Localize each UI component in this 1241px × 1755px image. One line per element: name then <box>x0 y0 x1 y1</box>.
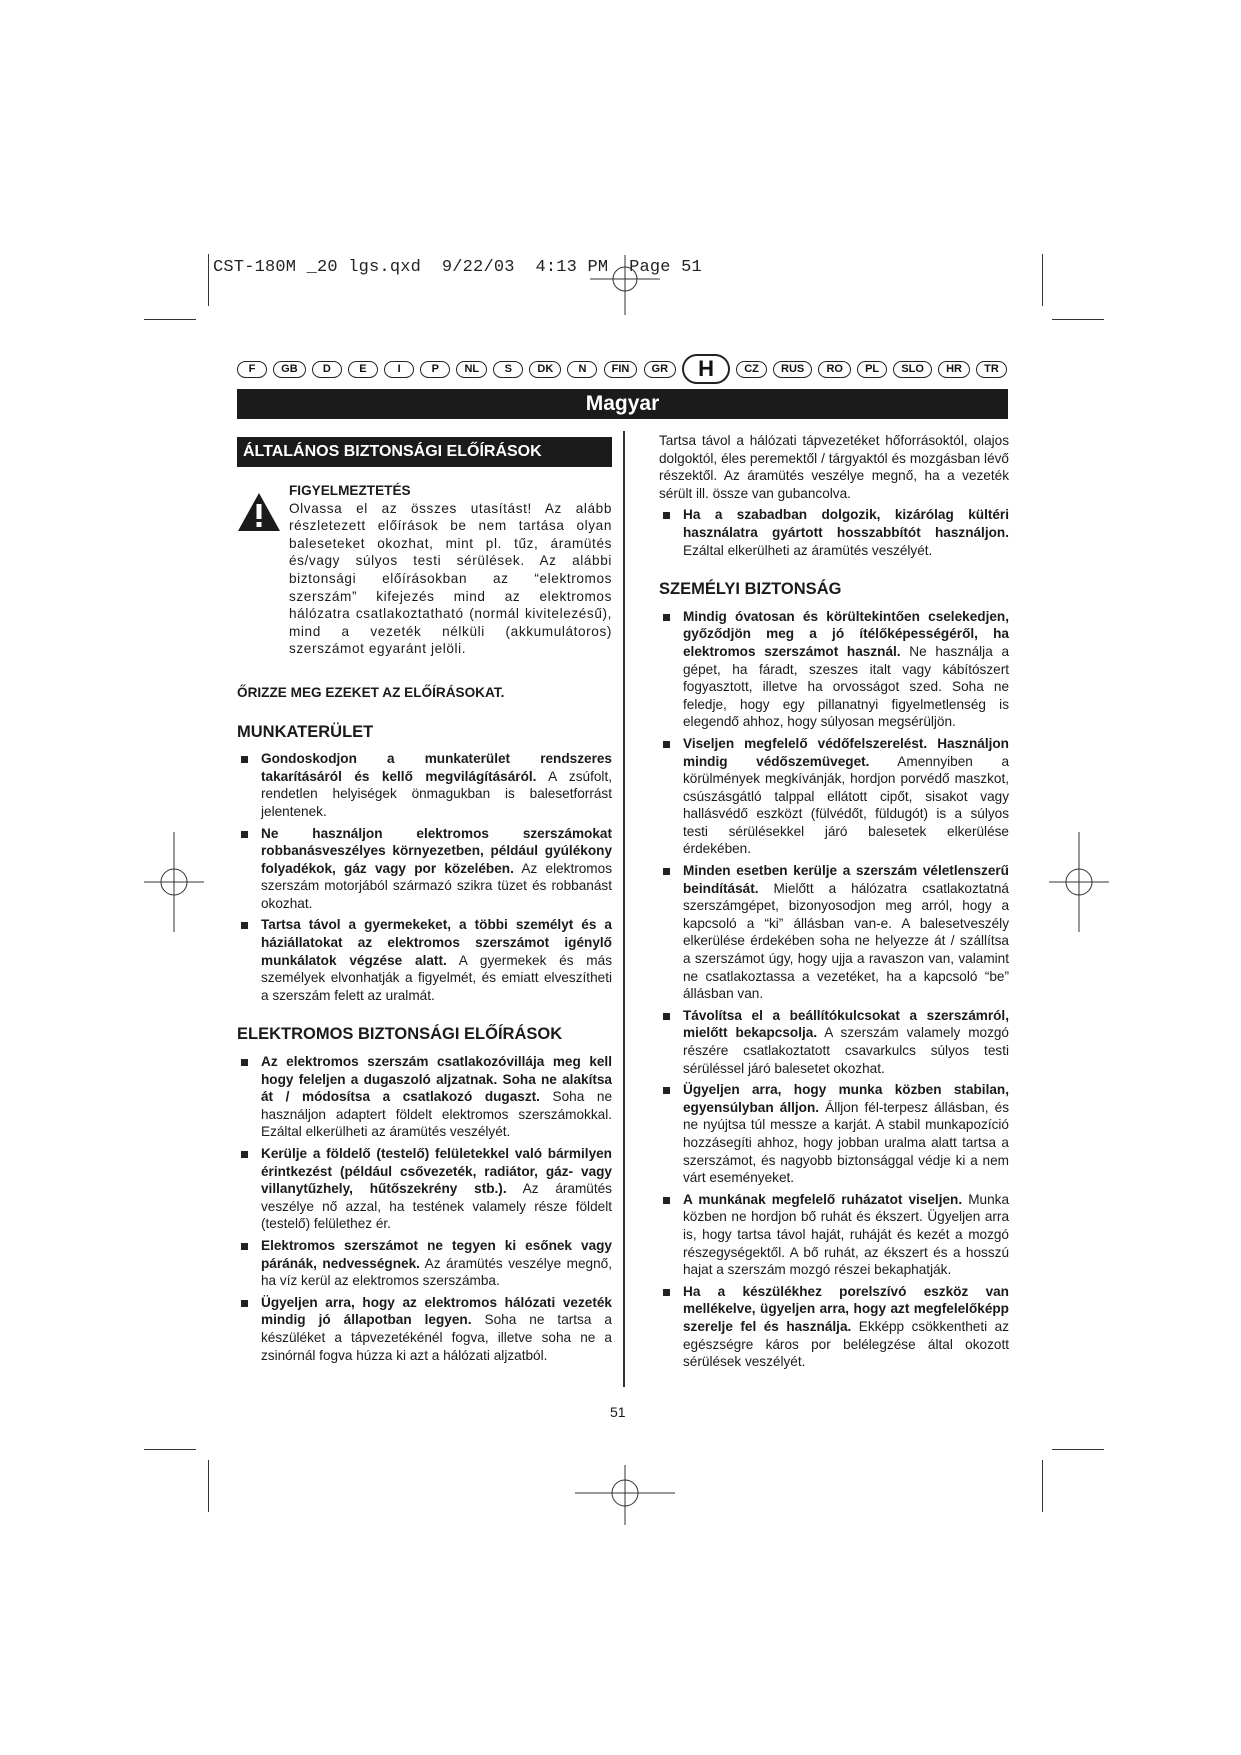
list-item <box>237 1145 612 1233</box>
list-item <box>659 1191 1009 1279</box>
list-item-bold: Minden esetben kerülje a szerszám véletlenszerű beindítását. <box>683 863 1009 896</box>
list-item-bold: Tartsa távol a gyermekeket, a többi személyt és a háziállatokat az elektromos szerszámot igénylő munkálatok végzése alatt. <box>261 917 612 968</box>
language-pill: RO <box>818 361 851 378</box>
language-pill: NL <box>456 361 487 378</box>
crop-mark <box>1042 254 1043 306</box>
registration-mark-left <box>144 832 204 932</box>
language-pill: GR <box>644 361 677 378</box>
page-number: 51 <box>610 1404 626 1420</box>
continued-list <box>659 506 1009 559</box>
list-item-text: Soha ne tartsa a készüléket a tápvezetékénél fogva, illetve soha ne a zsinórnál fogva húzza ki azt a hálózati aljzatból. <box>261 1312 612 1363</box>
list-item-text: Amennyiben a körülmények megkívánják, hordjon porvédő maszkot, csúszásgátló talppal ellátott cipőt, sisakot vagy hallásvédő eszközt (fülvédőt, füldugót) is a súlyos testi sérülésekkel járó balesetek elkerülése érdekében. <box>683 753 1010 857</box>
warning-text: Olvassa el az összes utasítást! Az alább részletezett előírások be nem tartása olyan baleseteket okozhat, mint pl. tűz, áramütés és/vagy súlyos testi sérülések. Az alábbi biztonsági előírásokban az “elektromos szerszám” kifejezés mind az elektromos hálózatra csatlakoztatható (normál kivitelezésű), mind a vezeték nélküli (akkumulátoros) szerszámot egyaránt jelöli. <box>289 500 612 657</box>
list-item-bold: Az elektromos szerszám csatlakozóvillája meg kell hogy feleljen a dugaszoló aljzatnak. Soha ne alakítsa át / módosítsa a csatlakozó dugaszt. <box>261 1054 612 1105</box>
keep-instructions-note: ŐRIZZE MEG EZEKET AZ ELŐÍRÁSOKAT. <box>237 684 505 700</box>
list-item-text: A szerszám valamely mozgó részére csatlakoztatott csavarkulcs súlyos testi sérüléssel járó balesetet okozhat. <box>683 1025 1009 1076</box>
list-item <box>237 825 612 913</box>
list-item-text: Az elektromos szerszám motorjából származó szikra tüzet és robbanást okozhat. <box>261 860 612 911</box>
list-item-text: Ezáltal elkerülheti az áramütés veszélyét. <box>683 542 933 558</box>
language-pill: PL <box>857 361 887 378</box>
list-item-text: Ekképp csökkentheti az egészségre káros por belélegzése által okozott sérülések veszélyét. <box>683 1318 1010 1370</box>
list-item <box>659 735 1009 858</box>
list-item-bold: Mindig óvatosan és körültekintően cselekedjen, győződjön meg a jó ítélőképességéről, ha elektromos szerszámot használ. <box>683 608 1009 659</box>
personal-safety-heading: SZEMÉLYI BIZTONSÁG <box>659 580 842 599</box>
list-item-text: Ne használja a gépet, ha fáradt, szeszes italt vagy kábítószert fogyasztott, illetve ha orvosságot szed. Soha ne feledje, hogy egy pillanatnyi figyelmetlenség is elegendő ahhoz, hogy súlyosan megsérüljön. <box>683 643 1009 730</box>
language-pill: GB <box>273 361 306 378</box>
registration-mark-top <box>590 255 660 315</box>
language-pill: E <box>348 361 378 378</box>
language-pill: H <box>682 354 730 384</box>
language-pill: FIN <box>604 361 638 378</box>
list-item-bold: Ha a készülékhez porelszívó eszköz van mellékelve, ügyeljen arra, hogy azt megfelelőképp szerelje fel és használja. <box>683 1283 1009 1334</box>
list-item-bold: Gondoskodjon a munkaterület rendszeres takarításáról és kellő megvilágításáról. <box>261 751 612 784</box>
list-item-bold: Ne használjon elektromos szerszámokat robbanásveszélyes környezetben, például gyúlékony folyadékok, gáz vagy por közelében. <box>261 825 612 876</box>
language-banner: Magyar <box>237 389 1008 419</box>
language-pill: D <box>312 361 342 378</box>
list-item <box>659 862 1009 1003</box>
list-item <box>237 1237 612 1290</box>
crop-mark <box>1042 1460 1043 1512</box>
language-pill: CZ <box>736 361 767 378</box>
warning-block <box>237 482 612 658</box>
list-item <box>237 1294 612 1364</box>
electrical-safety-list <box>237 1053 612 1364</box>
print-slug: CST-180M _20 lgs.qxd 9/22/03 4:13 PM Page 51 <box>213 258 702 277</box>
continued-paragraph: Tartsa távol a hálózati tápvezetéket hőforrásoktól, olajos dolgoktól, éles peremektől / tárgyaktól és mozgásban lévő részektől. Az áramütés veszélye megnő, ha a vezeték sérült ill. össze van gubancolva. <box>659 433 1009 501</box>
list-item-bold: Kerülje a földelő (testelő) felületekkel való bármilyen érintkezést (például csővezeték, radiátor, gáz- vagy villanytűzhely, hűtőszekrény stb.). <box>261 1146 612 1197</box>
list-item-text: Az áramütés veszélye megnő, ha víz kerül az elektromos szerszámba. <box>261 1255 612 1289</box>
crop-mark <box>1052 319 1104 320</box>
language-pill: HR <box>938 361 970 378</box>
language-pill: SLO <box>893 361 932 378</box>
electrical-safety-heading: ELEKTROMOS BIZTONSÁGI ELŐÍRÁSOK <box>237 1025 563 1044</box>
language-pill: DK <box>529 361 561 378</box>
work-area-list <box>237 750 612 1004</box>
warning-triangle-icon <box>237 482 287 658</box>
list-item-text: Munka közben ne hordjon bő ruhát és ékszert. Ügyeljen arra is, hogy tartsa távol haját, ruháját és kezét a mozgó részegységektől. A bő ruhát, az ékszert és a hosszú hajat a szerszám mozgó részei bekaphatják. <box>683 1191 1009 1278</box>
list-item <box>237 1053 612 1141</box>
list-item-text: Álljon fél-terpesz állásban, és ne nyújtsa túl messze a karját. A stabil munkapozíció hozzásegíti ahhoz, hogy jobban uralma alatt tartsa a szerszámot, és nagyobb biztonsággal védje ki a nem várt eseményeket. <box>683 1099 1009 1186</box>
crop-mark <box>208 254 209 306</box>
warning-title: FIGYELMEZTETÉS <box>289 483 411 498</box>
work-area-heading: MUNKATERÜLET <box>237 722 374 741</box>
list-item-text: Soha ne használjon adaptert földelt elektromos szerszámokkal. Ezáltal elkerülheti az áramütés veszélyét. <box>261 1089 613 1140</box>
list-item-text: Az áramütés veszélye nő azzal, ha testének valamely része földelt (testelő) felülethez ér. <box>261 1181 612 1232</box>
crop-mark <box>208 1460 209 1512</box>
crop-mark <box>144 319 196 320</box>
personal-safety-list <box>659 608 1009 1371</box>
crop-mark <box>1052 1449 1104 1450</box>
list-item <box>659 1007 1009 1077</box>
language-pill: P <box>420 361 450 378</box>
list-item <box>659 1081 1009 1187</box>
list-item-bold: Távolítsa el a beállítókulcsokat a szerszámról, mielőtt bekapcsolja. <box>683 1007 1009 1041</box>
list-item-text: A zsúfolt, rendetlen helyiségek önmagukban is balesetforrást jelentenek. <box>261 768 612 819</box>
list-item <box>237 750 612 820</box>
list-item-bold: Ha a szabadban dolgozik, kizárólag kültéri használatra gyártott hosszabbítót használjon. <box>683 507 1009 540</box>
list-item <box>659 608 1009 731</box>
list-item-bold: Ügyeljen arra, hogy munka közben stabilan, egyensúlyban álljon. <box>683 1082 1009 1115</box>
list-item <box>237 916 612 1004</box>
language-pill: I <box>384 361 414 378</box>
section-heading: ÁLTALÁNOS BIZTONSÁGI ELŐÍRÁSOK <box>237 437 612 467</box>
column-divider <box>623 431 625 1387</box>
list-item-bold: A munkának megfelelő ruházatot viseljen. <box>683 1191 963 1207</box>
registration-mark-right <box>1049 832 1109 932</box>
list-item <box>659 1283 1009 1371</box>
list-item-bold: Ügyeljen arra, hogy az elektromos hálózati vezeték mindig jó állapotban legyen. <box>261 1294 612 1328</box>
list-item-bold: Elektromos szerszámot ne tegyen ki esőnek vagy páránák, nedvességnek. <box>261 1237 612 1271</box>
right-column <box>659 432 1009 1375</box>
language-pill: N <box>567 361 597 378</box>
crop-mark <box>144 1449 196 1450</box>
left-column <box>237 432 612 1368</box>
list-item-bold: Viseljen megfelelő védőfelszerelést. Használjon mindig védőszemüveget. <box>683 735 1009 769</box>
language-pill: RUS <box>773 361 812 378</box>
language-pill: F <box>237 361 267 378</box>
list-item <box>659 506 1009 559</box>
language-pill: TR <box>976 361 1007 378</box>
language-bar <box>237 354 1007 384</box>
list-item-text: Mielőtt a hálózatra csatlakoztatná szerszámgépet, bizonyosodjon meg arról, hogy a kapcsoló a “ki” állásban van-e. A balesetveszély elkerülése érdekében soha ne helyezze át / szállítsa a szerszámot úgy, hogy ujja a ravaszon van, valamint ne csatlakoztassa a vezetéket, ha a kapcsoló “be” állásban van. <box>683 880 1009 1002</box>
registration-mark-bottom <box>575 1465 675 1525</box>
list-item-text: A gyermekek és más személyek elvonhatják a figyelmét, és emiatt elveszítheti a szerszám felett az uralmát. <box>261 952 612 1003</box>
language-pill: S <box>493 361 523 378</box>
